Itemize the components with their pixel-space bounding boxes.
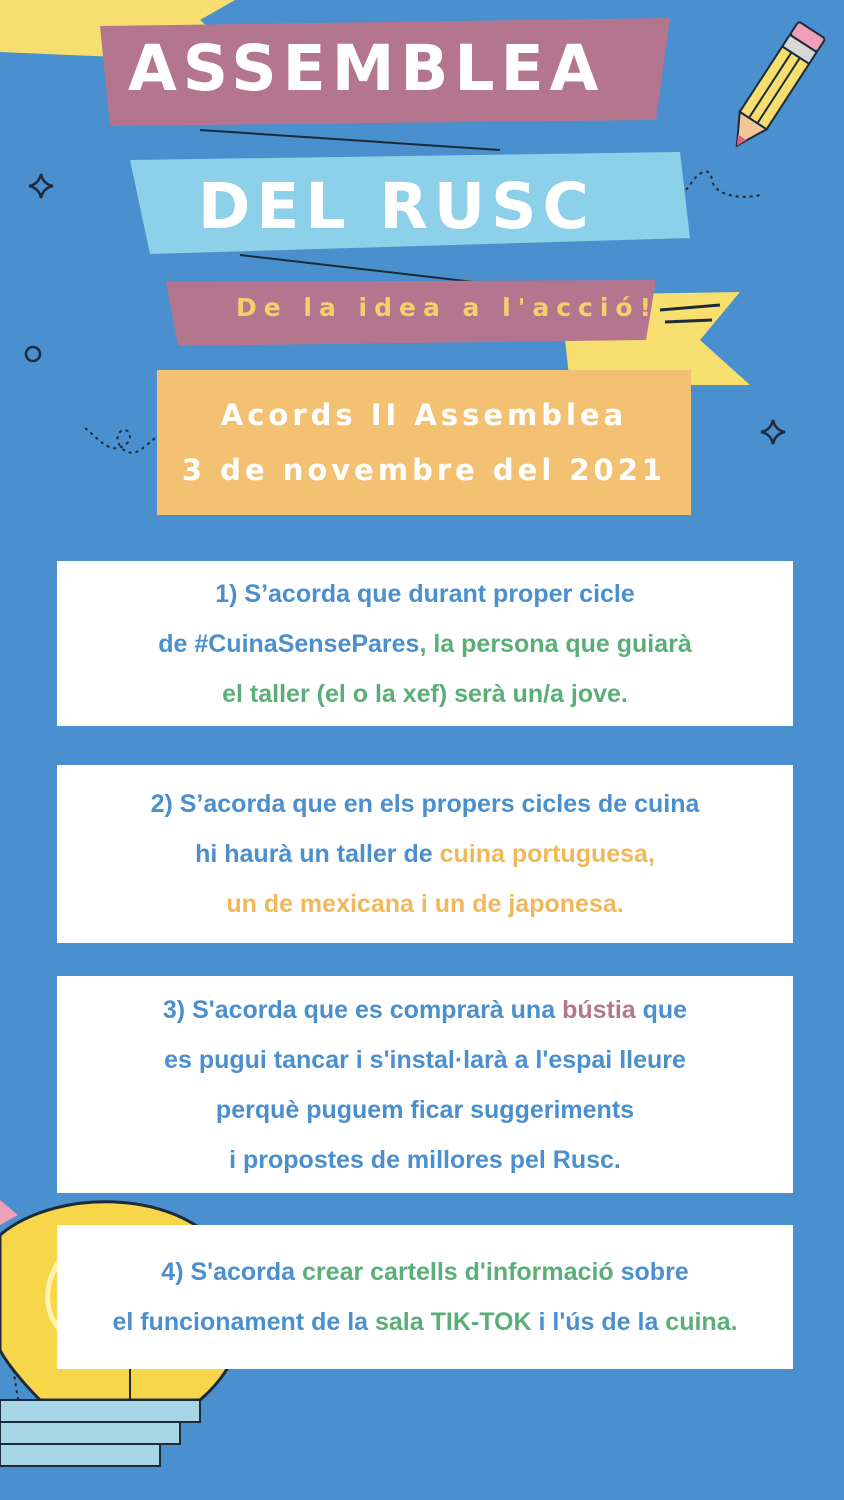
agreement-text-segment: el funcionament de la [112, 1308, 375, 1336]
agreement-line [164, 1035, 686, 1085]
agreement-text-segment: , la persona que guiarà [419, 629, 692, 658]
connector-line [200, 130, 500, 150]
agreement-text-segment: un de mexicana i un de japonesa. [226, 890, 624, 918]
squiggle-icon [85, 428, 160, 453]
agreement-card-4 [57, 1225, 793, 1369]
agreement-text-segment: hi haurà un taller de [195, 840, 440, 868]
agreement-text-segment: 1) S’acorda que durant proper cicle [215, 579, 635, 608]
sparkle-star-icon [761, 420, 785, 444]
sparkle-star-icon [29, 174, 53, 198]
agreement-card-2 [57, 765, 793, 943]
agreement-line [151, 779, 700, 829]
agreement-text-segment: crear cartells d'informació [302, 1258, 614, 1286]
agreement-text-segment: es pugui tancar i s'instal·larà a l'espai lleure [164, 1045, 686, 1074]
agreement-line [112, 1297, 737, 1347]
agreement-text-segment: sobre [613, 1258, 689, 1286]
agreement-card-3 [57, 976, 793, 1193]
connector-line [665, 320, 712, 322]
assembly-label: Acords II Assemblea [220, 397, 628, 432]
agreement-line [229, 1135, 621, 1185]
agreement-text-segment: que [635, 995, 688, 1024]
pencil-icon [723, 21, 825, 154]
agreement-text-segment: i l'ús de la [531, 1308, 666, 1336]
agreement-text-segment: cuina. [665, 1308, 738, 1336]
assembly-date: 3 de novembre del 2021 [181, 452, 667, 487]
agreement-line [158, 619, 692, 669]
agreement-line [215, 569, 635, 619]
agreement-text-segment: perquè puguem ficar suggeriments [215, 1095, 635, 1124]
agreement-text-segment: 2) S’acorda que en els propers cicles de cuina [150, 790, 700, 818]
agreement-line [222, 669, 628, 719]
agreement-text-segment: sala TIK-TOK [375, 1308, 532, 1336]
agreement-text-segment: 3) S'acorda que es comprarà una [162, 995, 563, 1024]
agreement-line [161, 1247, 688, 1297]
agreement-line [163, 985, 687, 1035]
agreement-text-segment: de [158, 629, 195, 658]
agreement-line [216, 1085, 634, 1135]
agreement-text-segment: i propostes de millores pel Rusc. [229, 1145, 621, 1174]
title-line-2: DEL RUSC [198, 170, 595, 243]
agreement-card-1 [57, 561, 793, 726]
agreement-text-segment: 4) S'acorda [161, 1258, 303, 1286]
title-line-1: ASSEMBLEA [128, 32, 605, 105]
tagline: De la idea a l'acció! [236, 293, 658, 322]
agreement-line [226, 879, 623, 929]
agreement-text-segment: #CuinaSensePares [194, 629, 420, 658]
date-box [157, 370, 691, 515]
circle-icon [26, 347, 40, 361]
agreement-text-segment: cuina portuguesa, [439, 840, 655, 868]
agreement-text-segment: el taller (el o la xef) serà un/a jove. [222, 679, 628, 708]
agreement-line [195, 829, 655, 879]
agreement-text-segment: bústia [562, 995, 636, 1024]
